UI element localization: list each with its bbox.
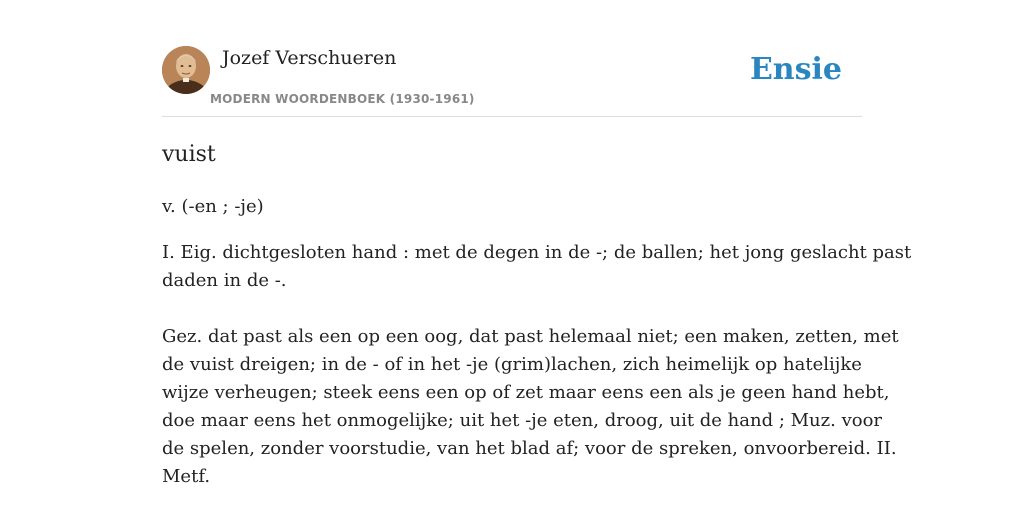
entry-definition <box>162 239 912 519</box>
definition-card <box>162 0 912 512</box>
definition-line: Metf. <box>162 466 211 487</box>
definition-line: de spelen, zonder voorstudie, van het blad af; voor de spreken, onvoorbereid. II. <box>162 438 897 459</box>
author-name[interactable]: Jozef Verschueren <box>222 47 397 69</box>
definition-paragraph <box>162 323 899 491</box>
entry-grammar: v. (-en ; -je) <box>162 196 264 217</box>
avatar[interactable] <box>162 46 210 94</box>
brand-logo[interactable]: Ensie <box>749 52 842 87</box>
definition-line: wijze verheugen; steek eens een op of zet maar eens een als je geen hand hebt, <box>162 382 890 403</box>
definition-line: daden in de -. <box>162 270 287 291</box>
definition-line: de vuist dreigen; in de - of in het -je (grim)lachen, zich heimelijk op hatelijke <box>162 354 862 375</box>
definition-paragraph <box>162 239 912 295</box>
source-dictionary[interactable]: MODERN WOORDENBOEK (1930-1961) <box>210 92 475 106</box>
author-portrait-icon <box>162 46 210 94</box>
definition-line: I. Eig. dichtgesloten hand : met de degen in de -; de ballen; het jong geslacht past <box>162 242 912 263</box>
definition-line: Gez. dat past als een op een oog, dat past helemaal niet; een maken, zetten, met <box>162 326 899 347</box>
entry-header <box>162 0 862 117</box>
definition-line: doe maar eens het onmogelijke; uit het -je eten, droog, uit de hand ; Muz. voor <box>162 410 883 431</box>
entry-term: vuist <box>162 142 216 167</box>
